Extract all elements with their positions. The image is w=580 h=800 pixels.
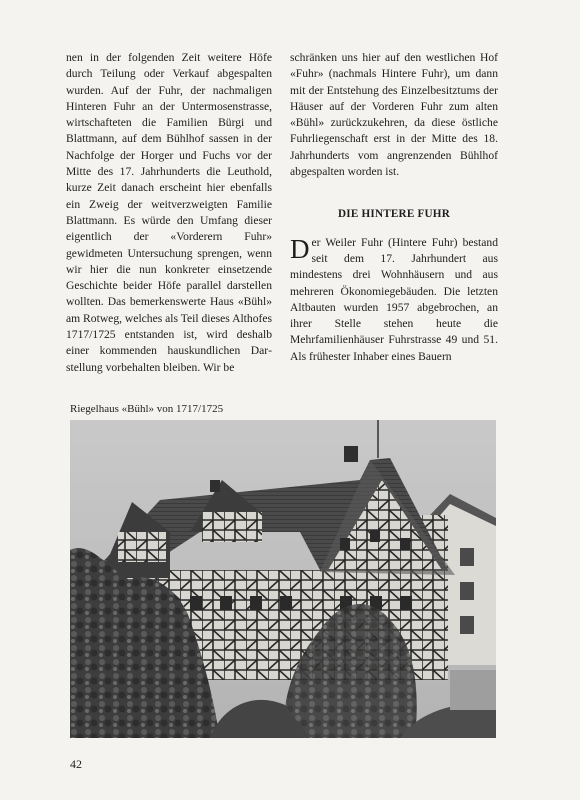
right-column-paragraph-top: schränken uns hier auf den westlichen Hof «Fuhr» (nachmals Hintere Fuhr), um dann mit der Entstehung des Einzelbesitztums der Häuser auf der Vorderen Fuhr zum alten «Bühl» zurückzukehren, da diese östliche Fuhrliegenschaft erst in der Mitte des 18. Jahrhunderts vom angrenzenden Bühlhof abgespalten worden ist. xyxy=(290,51,498,179)
right-column-paragraph-bottom xyxy=(290,235,498,365)
drop-cap: D xyxy=(290,233,310,264)
left-text-column xyxy=(66,50,272,376)
figure-caption: Riegelhaus «Bühl» von 1717/1725 xyxy=(70,403,224,415)
section-heading: DIE HINTERE FUHR xyxy=(338,208,450,221)
right-text-column xyxy=(290,50,498,365)
left-column-paragraph: nen in der folgenden Zeit weitere Höfe durch Teilung oder Verkauf abgespalten wurden. Auf der Fuhr, der nachmaligen Hinteren Fuhr an der Untermosenstrasse, wirtschafteten die Familien Bürgi und Blattmann, auf dem Bühlhof sassen in der Nachfolge der Horger und Fuchs vor der Mitte des 17. Jahrhunderts die Leuthold, kurze Zeit danach erscheint hier ebenfalls ein Zweig der weitverzweigten Familie Blattmann. Es würde den Umfang dieser eigentlich der «Vorderern Fuhr» gewidmeten Untersuchung sprengen, wenn wir hier die nun konkreter einsetzende Geschichte beider Höfe parallel darstellen wollten. Das bemerkenswerte Haus «Bühl» am Rotweg, welches als Teil dieses Althofes 1717/1725 entstanden ist, wird deshalb einer kommenden hauskundlichen Darstellung vorbehalten bleiben. Wir be xyxy=(66,51,273,374)
page-number: 42 xyxy=(70,757,82,771)
half-timbered-house-photo xyxy=(70,420,496,738)
right-column-paragraph-bottom-text: er Weiler Fuhr (Hintere Fuhr) bestand seit dem 17. Jahrhundert aus mindestens drei Wohnhäusern und aus mehreren Ökonomiegebäuden. Die letzten Altbauten wurden 1957 abgebrochen, an ihrer Stelle stehen heute die Mehrfamilienhäuser Fuhrstrasse 49 und 51. Als frühester Inhaber eines Bauern xyxy=(290,235,498,363)
